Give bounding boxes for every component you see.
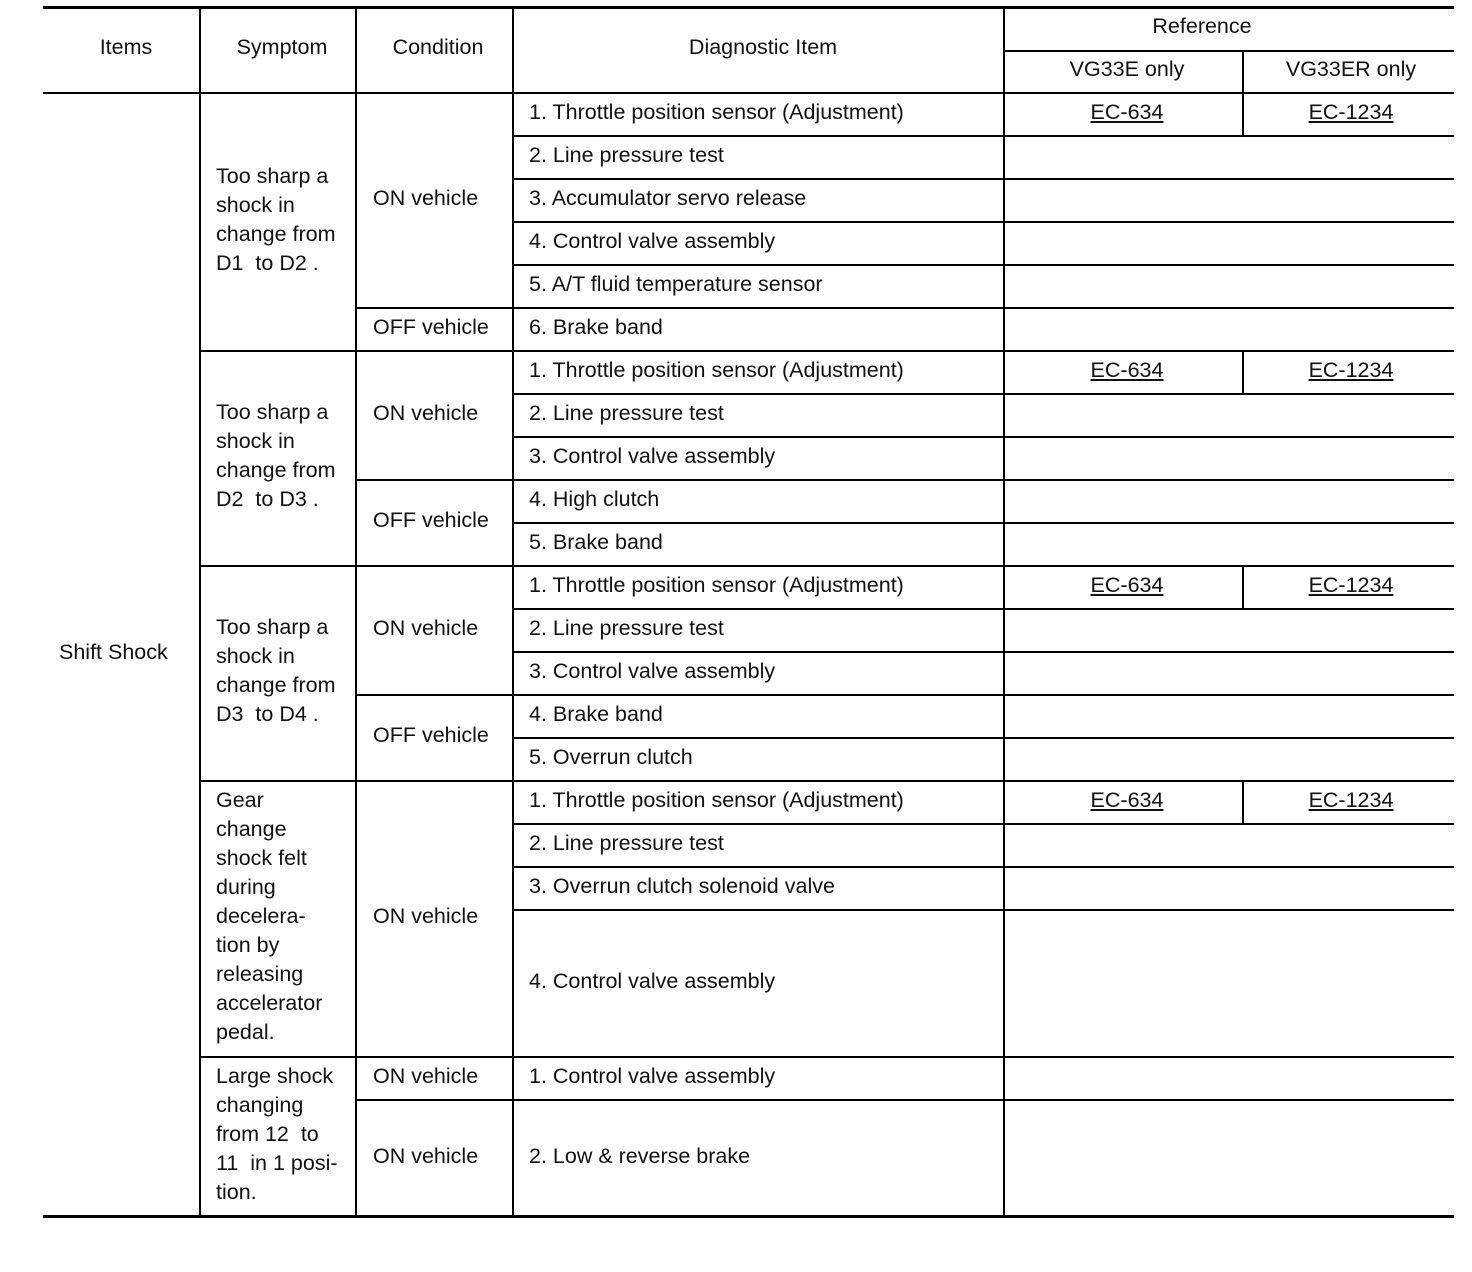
symptom-line: releasing — [216, 962, 304, 986]
row-rule — [513, 522, 1454, 524]
row-rule — [513, 264, 1454, 266]
condition-on-vehicle: ON vehicle — [373, 616, 479, 640]
diagnostic-item: 2. Line pressure test — [529, 616, 724, 640]
symptom-line: shock in — [216, 429, 295, 453]
col-rule — [355, 8, 357, 1216]
symptom-line: shock in — [216, 644, 295, 668]
header-items: Items — [99, 35, 153, 59]
col-rule — [199, 8, 201, 1216]
condition-on-vehicle: ON vehicle — [373, 401, 479, 425]
symptom-line: Too sharp a — [216, 400, 329, 424]
reference-link-vg33e[interactable]: EC-634 — [1090, 100, 1164, 124]
row-rule — [513, 221, 1454, 223]
row-rule — [513, 909, 1454, 911]
header-vg33e: VG33E only — [1069, 57, 1185, 81]
col-rule — [1242, 566, 1244, 609]
symptom-line: change — [216, 817, 287, 841]
row-rule — [200, 350, 1454, 352]
col-rule — [1003, 8, 1005, 1216]
symptom-line: accelerator — [216, 991, 323, 1015]
row-rule — [356, 307, 1454, 309]
condition-off-vehicle: OFF vehicle — [373, 723, 489, 747]
row-rule — [1004, 50, 1454, 52]
header-condition: Condition — [392, 35, 484, 59]
diagnostic-item: 5. Overrun clutch — [529, 745, 693, 769]
row-rule — [513, 866, 1454, 868]
condition-on-vehicle: ON vehicle — [373, 904, 479, 928]
reference-link-vg33er[interactable]: EC-1234 — [1308, 788, 1394, 812]
symptom-line: from 12 to — [216, 1122, 319, 1146]
diagnostic-item: 1. Throttle position sensor (Adjustment) — [529, 573, 904, 597]
diagnostic-item: 1. Throttle position sensor (Adjustment) — [529, 358, 904, 382]
symptom-line: shock felt — [216, 846, 307, 870]
table-top-rule — [43, 6, 1454, 9]
row-rule — [513, 737, 1454, 739]
col-rule — [512, 8, 514, 1216]
col-rule — [1242, 50, 1244, 93]
header-diagnostic-item: Diagnostic Item — [688, 35, 838, 59]
symptom-line: Too sharp a — [216, 615, 329, 639]
symptom-line: shock in — [216, 193, 295, 217]
symptom-line: change from — [216, 458, 336, 482]
row-rule — [513, 135, 1454, 137]
diagnostic-item: 3. Accumulator servo release — [529, 186, 807, 210]
row-rule — [356, 1099, 1454, 1101]
diagnostic-item: 1. Control valve assembly — [529, 1064, 776, 1088]
row-rule — [513, 823, 1454, 825]
diagnostic-item: 4. Control valve assembly — [529, 969, 776, 993]
row-rule — [200, 1056, 1454, 1058]
symptom-line: D2 to D3 . — [216, 487, 319, 511]
diagnostic-item: 6. Brake band — [529, 315, 663, 339]
diagnostic-item: 2. Line pressure test — [529, 143, 724, 167]
row-rule — [513, 436, 1454, 438]
symptom-line: decelera- — [216, 904, 306, 928]
diagnostic-item: 3. Control valve assembly — [529, 444, 776, 468]
diagnostic-item: 3. Overrun clutch solenoid valve — [529, 874, 835, 898]
reference-link-vg33er[interactable]: EC-1234 — [1308, 100, 1394, 124]
diagnostic-item: 4. High clutch — [529, 487, 660, 511]
row-rule — [356, 694, 1454, 696]
symptom-line: pedal. — [216, 1020, 275, 1044]
diagnostic-item: 1. Throttle position sensor (Adjustment) — [529, 100, 904, 124]
row-rule — [513, 178, 1454, 180]
diagnostic-item: 2. Line pressure test — [529, 831, 724, 855]
row-rule — [513, 651, 1454, 653]
diagnostic-item: 4. Control valve assembly — [529, 229, 776, 253]
condition-off-vehicle: OFF vehicle — [373, 315, 489, 339]
row-rule — [513, 393, 1454, 395]
diagnostic-item: 4. Brake band — [529, 702, 663, 726]
diagnostic-item: 1. Throttle position sensor (Adjustment) — [529, 788, 904, 812]
symptom-line: during — [216, 875, 276, 899]
header-reference: Reference — [1152, 14, 1252, 38]
condition-on-vehicle: ON vehicle — [373, 1064, 479, 1088]
reference-link-vg33er[interactable]: EC-1234 — [1308, 573, 1394, 597]
symptom-line: Large shock — [216, 1064, 334, 1088]
col-rule — [1242, 93, 1244, 136]
row-rule — [200, 780, 1454, 782]
symptom-line: D1 to D2 . — [216, 251, 319, 275]
diagnostic-item: 2. Low & reverse brake — [529, 1144, 751, 1168]
condition-on-vehicle: ON vehicle — [373, 186, 479, 210]
condition-off-vehicle: OFF vehicle — [373, 508, 489, 532]
symptom-line: changing — [216, 1093, 304, 1117]
symptom-line: change from — [216, 222, 336, 246]
diagnostic-item: 2. Line pressure test — [529, 401, 724, 425]
diagnostic-item: 5. A/T fluid temperature sensor — [529, 272, 823, 296]
reference-link-vg33e[interactable]: EC-634 — [1090, 573, 1164, 597]
symptom-line: Too sharp a — [216, 164, 329, 188]
symptom-line: change from — [216, 673, 336, 697]
item-shift-shock: Shift Shock — [59, 640, 168, 664]
col-rule — [1242, 781, 1244, 824]
col-rule — [1242, 351, 1244, 394]
symptom-line: tion by — [216, 933, 280, 957]
reference-link-vg33e[interactable]: EC-634 — [1090, 358, 1164, 382]
symptom-line: 11 in 1 posi- — [216, 1151, 338, 1175]
table-bottom-rule — [43, 1215, 1454, 1218]
header-symptom: Symptom — [236, 35, 328, 59]
diagnostic-item: 3. Control valve assembly — [529, 659, 776, 683]
reference-link-vg33e[interactable]: EC-634 — [1090, 788, 1164, 812]
reference-link-vg33er[interactable]: EC-1234 — [1308, 358, 1394, 382]
symptom-line: Gear — [216, 788, 264, 812]
symptom-line: tion. — [216, 1180, 257, 1204]
row-rule — [200, 565, 1454, 567]
diagnostic-item: 5. Brake band — [529, 530, 663, 554]
row-rule — [356, 479, 1454, 481]
symptom-line: D3 to D4 . — [216, 702, 319, 726]
header-vg33er: VG33ER only — [1285, 57, 1417, 81]
condition-on-vehicle: ON vehicle — [373, 1144, 479, 1168]
row-rule — [513, 608, 1454, 610]
